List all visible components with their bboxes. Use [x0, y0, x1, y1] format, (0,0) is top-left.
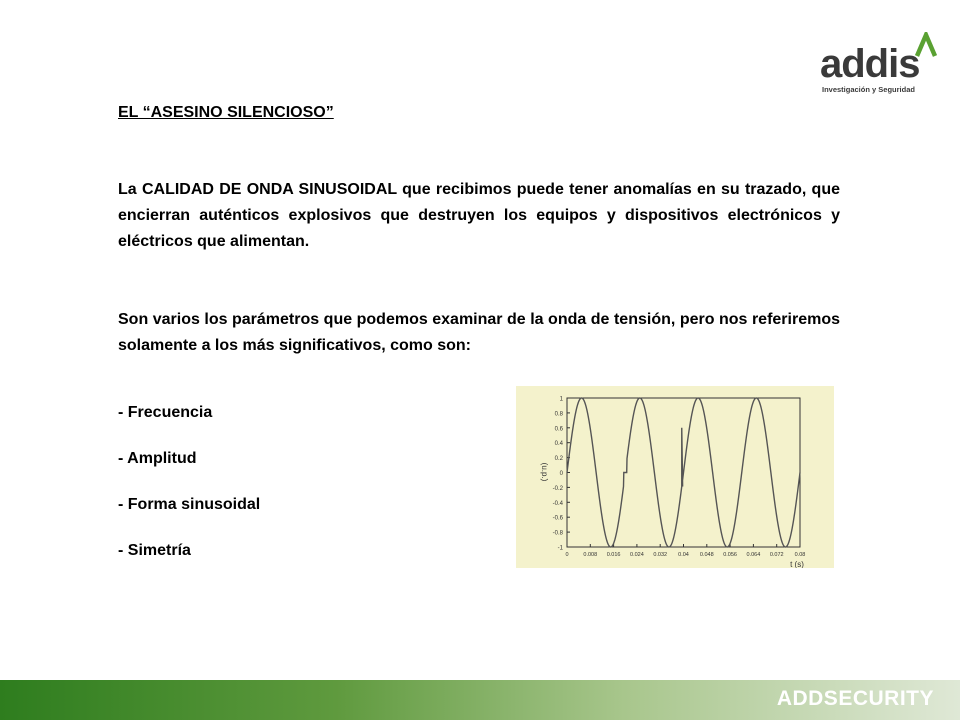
paragraph-prefix: La	[118, 181, 142, 198]
x-tick-label: 0.056	[723, 552, 737, 558]
voltage-waveform-line	[567, 398, 800, 547]
y-tick-label: 0.6	[554, 426, 563, 433]
paragraph-suffix: que recibimos puede tener anomalías en su trazado, que encierran auténticos explosivos que destruyen los equipos y dispositivos electrónicos y eléctricos que alimentan.	[118, 181, 841, 250]
logo-tagline: Investigación y Seguridad	[822, 85, 915, 94]
x-tick-label: 0.008	[583, 552, 598, 558]
y-tick-label: 0	[559, 471, 563, 477]
y-tick-label: 0.2	[554, 456, 563, 463]
x-tick-label: 0.048	[699, 552, 714, 558]
x-tick-label: 0	[565, 552, 569, 558]
addis-logo	[818, 30, 938, 100]
paragraph-parameters-intro: Son varios los parámetros que podemos examinar de la onda de tensión, pero nos referiremos solamente a los más significativos, como son:	[118, 311, 840, 354]
footer-bar	[0, 680, 960, 720]
parameter-item: - Frecuencia	[118, 404, 213, 421]
x-tick-label: 0.032	[653, 552, 668, 558]
parameter-item: - Amplitud	[118, 450, 197, 467]
y-tick-label: -1	[557, 545, 563, 552]
x-tick-label: 0.04	[678, 552, 689, 558]
parameter-item: - Forma sinusoidal	[118, 496, 261, 513]
y-tick-label: -0.6	[552, 515, 563, 522]
page-title: EL “ASESINO SILENCIOSO”	[118, 104, 334, 121]
x-tick-label: 0.064	[746, 552, 761, 558]
paragraph-bold-term: CALIDAD DE ONDA SINUSOIDAL	[141, 181, 397, 198]
waveform-chart	[516, 386, 834, 568]
y-tick-label: 0.4	[554, 441, 563, 448]
y-tick-label: -0.2	[552, 485, 563, 492]
y-axis-label: (u.p.)	[540, 462, 549, 482]
x-tick-label: 0.08	[794, 552, 806, 558]
parameter-item: - Simetría	[118, 542, 191, 559]
waveform-svg	[516, 386, 834, 568]
x-axis-label: t (s)	[790, 560, 804, 568]
x-tick-label: 0.016	[606, 552, 621, 558]
paragraph-sine-quality	[118, 177, 840, 255]
x-tick-label: 0.024	[630, 552, 644, 558]
logo-name: addis	[820, 42, 920, 86]
y-tick-label: 1	[559, 396, 563, 403]
y-tick-label: -0.4	[552, 500, 563, 507]
footer-brand: ADDSECURITY	[776, 687, 934, 710]
parameter-list	[118, 400, 260, 584]
y-tick-label: -0.8	[552, 530, 563, 537]
y-tick-label: 0.8	[554, 411, 563, 418]
x-tick-label: 0.072	[769, 552, 784, 558]
